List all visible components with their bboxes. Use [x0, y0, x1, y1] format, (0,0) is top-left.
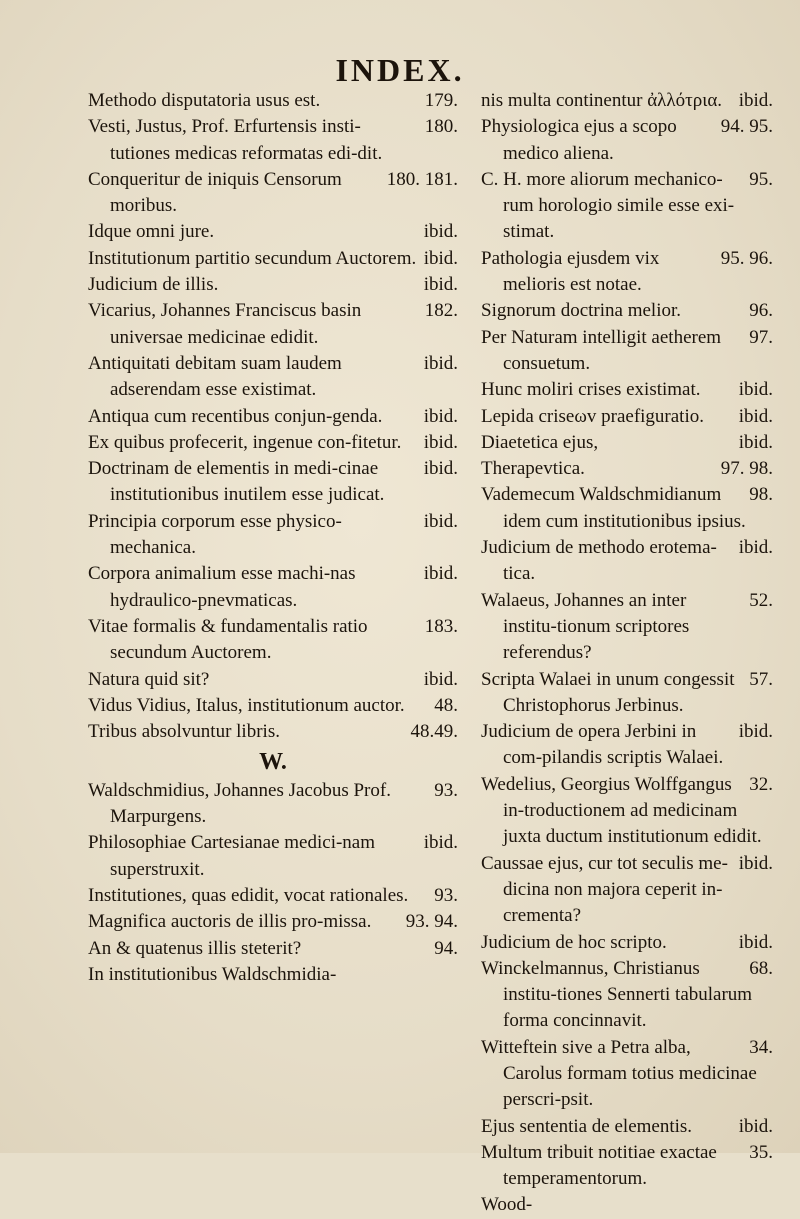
right-entries	[481, 88, 773, 1219]
right-column	[481, 88, 773, 1219]
index-entry	[88, 298, 458, 351]
index-page-ref: 48.49.	[410, 721, 458, 743]
index-entry-text: Vademecum Waldschmidianum idem cum institutionibus ipsius.	[481, 484, 746, 532]
index-entry	[481, 588, 773, 667]
index-entry-text: Corpora animalium esse machi-nas hydraulico-pnevmaticas.	[88, 563, 356, 611]
index-page-ref: 97. 98.	[720, 458, 773, 480]
index-entry-text: Magnifica auctoris de illis pro-missa.	[88, 911, 372, 933]
index-entry	[481, 377, 773, 403]
index-entry	[481, 1192, 773, 1218]
index-page-ref: ibid.	[738, 537, 773, 559]
index-entry-text: In institutionibus Waldschmidia-	[88, 963, 337, 985]
index-entry-text: Vidus Vidius, Italus, institutionum auctor.	[88, 694, 405, 716]
index-page-ref: 68.	[749, 957, 773, 979]
index-entry-text: An & quatenus illis steterit?	[88, 937, 302, 959]
index-page-ref: 183.	[424, 615, 458, 637]
index-page-ref: ibid.	[423, 405, 458, 427]
index-entry-text: Ejus sententia de elementis.	[481, 1115, 693, 1137]
index-entry-text: Doctrinam de elementis in medi-cinae institutionibus inutilem esse judicat.	[88, 458, 385, 506]
index-page-ref: ibid.	[738, 1115, 773, 1137]
index-entry	[481, 956, 773, 1035]
left-entries-w	[88, 778, 458, 988]
index-page-ref: 179.	[424, 90, 458, 111]
index-page-ref: ibid.	[423, 563, 458, 585]
index-entry	[88, 909, 458, 935]
left-column	[88, 88, 458, 988]
index-entry-text: Physiologica ejus a scopo medico aliena.	[481, 116, 677, 164]
index-page-ref: 93.	[434, 779, 458, 801]
index-page-ref: ibid.	[738, 90, 773, 111]
index-entry-text: Winckelmannus, Christianus institu-tiones Sennerti tabularum forma concinnavit.	[481, 957, 753, 1032]
index-entry	[481, 482, 773, 535]
index-entry-text: Lepida criseωv praefiguratio.	[481, 405, 704, 427]
index-entry	[88, 509, 458, 562]
index-entry-text: Wood-	[481, 1194, 533, 1216]
index-entry	[481, 1114, 773, 1140]
index-page-ref: 52.	[749, 589, 773, 611]
index-page-ref: ibid.	[738, 852, 773, 874]
index-entry	[481, 404, 773, 430]
index-entry-text: Conqueritur de iniquis Censorum moribus.	[88, 168, 342, 217]
index-entry	[88, 719, 458, 745]
index-entry-text: Per Naturam intelligit aetherem consuetum.	[481, 326, 722, 374]
section-letter-w: W.	[259, 749, 287, 776]
index-page-ref: 94. 95.	[720, 116, 773, 138]
index-page-ref: ibid.	[423, 247, 458, 269]
index-entry-text: Judicium de hoc scripto.	[481, 931, 667, 953]
index-entry	[481, 1035, 773, 1114]
index-entry-text: Idque omni jure.	[88, 221, 215, 243]
index-entry	[481, 456, 773, 482]
index-page-ref: 93.	[434, 884, 458, 906]
index-page-ref: 48.	[434, 694, 458, 716]
index-entry-text: Hunc moliri crises existimat.	[481, 379, 701, 401]
index-entry-text: Antiqua cum recentibus conjun-genda.	[88, 405, 383, 427]
index-page-ref: 93. 94.	[405, 911, 458, 933]
index-entry	[481, 1140, 773, 1193]
index-entry	[481, 930, 773, 956]
left-entries	[88, 88, 458, 745]
index-entry-text: Therapevtica.	[481, 458, 585, 480]
index-entry	[88, 962, 458, 988]
index-entry-text: Judicium de methodo erotema-tica.	[481, 537, 717, 585]
index-entry	[481, 298, 773, 324]
index-entry	[481, 88, 773, 114]
index-page-ref: 95.	[749, 168, 773, 190]
index-entry	[481, 667, 773, 720]
index-entry	[88, 561, 458, 614]
index-page-ref: ibid.	[738, 721, 773, 743]
index-page-ref: ibid.	[423, 274, 458, 296]
index-entry	[88, 88, 458, 114]
index-page-ref: ibid.	[423, 458, 458, 480]
index-entry-text: Multum tribuit notitiae exactae temperamentorum.	[481, 1141, 717, 1190]
index-entry-text: Pathologia ejusdem vix melioris est notae.	[481, 247, 660, 296]
index-entry-text: Diaetetica ejus,	[481, 431, 599, 453]
index-page-ref: ibid.	[423, 510, 458, 532]
index-entry	[481, 430, 773, 456]
index-page-ref: ibid.	[738, 379, 773, 401]
index-page-ref: 34.	[749, 1036, 773, 1058]
index-entry-text: Wedelius, Georgius Wolffgangus in-troductionem ad medicinam juxta ductum institutionum edidit.	[481, 773, 762, 848]
index-entry	[88, 830, 458, 883]
index-page-ref: 98.	[749, 484, 773, 506]
index-entry-text: Ex quibus profecerit, ingenue con-fitetur.	[88, 431, 402, 453]
index-page-ref: 180. 181.	[386, 168, 458, 190]
index-entry	[481, 114, 773, 167]
index-entry-text: Vesti, Justus, Prof. Erfurtensis insti-tutiones medicas reformatas edi-dit.	[88, 116, 383, 164]
index-entry	[481, 719, 773, 772]
index-entry-text: Waldschmidius, Johannes Jacobus Prof. Marpurgens.	[88, 779, 391, 828]
index-entry-text: nis multa continentur ἀλλότρια.	[481, 90, 723, 111]
page-header: INDEX.	[335, 52, 465, 88]
index-entry-text: Judicium de illis.	[88, 274, 219, 296]
index-page-ref: 182.	[424, 300, 458, 322]
index-entry	[88, 219, 458, 245]
index-page-ref: ibid.	[738, 931, 773, 953]
index-entry-text: Walaeus, Johannes an inter institu-tionum scriptores referendus?	[481, 589, 690, 664]
index-entry-text: Judicium de opera Jerbini in com-pilandis scriptis Walaei.	[481, 721, 724, 769]
index-entry	[88, 667, 458, 693]
index-entry	[481, 851, 773, 930]
index-page-ref: 96.	[749, 300, 773, 322]
index-entry-text: Signorum doctrina melior.	[481, 300, 682, 322]
index-entry	[88, 114, 458, 167]
index-entry-text: Principia corporum esse physico-mechanica.	[88, 510, 342, 559]
index-page-ref: 95. 96.	[720, 247, 773, 269]
index-entry	[88, 246, 458, 272]
index-entry-text: Natura quid sit?	[88, 668, 210, 690]
index-entry-text: Philosophiae Cartesianae medici-nam superstruxit.	[88, 832, 376, 880]
index-entry	[88, 693, 458, 719]
index-entry-text: Vicarius, Johannes Franciscus basin universae medicinae edidit.	[88, 300, 362, 348]
index-entry	[88, 430, 458, 456]
index-page-ref: ibid.	[423, 832, 458, 854]
index-entry-text: Institutionum partitio secundum Auctorem.	[88, 247, 417, 269]
index-entry	[481, 246, 773, 299]
index-page-ref: 97.	[749, 326, 773, 348]
index-entry	[88, 883, 458, 909]
index-page-ref: ibid.	[423, 221, 458, 243]
index-page-ref: 94.	[434, 937, 458, 959]
index-entry	[88, 167, 458, 220]
index-entry	[481, 772, 773, 851]
index-entry-text: Institutiones, quas edidit, vocat rationales.	[88, 884, 409, 906]
index-entry	[88, 456, 458, 509]
index-page-ref: ibid.	[423, 668, 458, 690]
index-entry	[88, 778, 458, 831]
index-entry-text: Methodo disputatoria usus est.	[88, 90, 321, 111]
index-entry-text: Witteftein sive a Petra alba, Carolus formam totius medicinae perscri-psit.	[481, 1036, 757, 1111]
index-entry	[481, 167, 773, 246]
index-page-ref: ibid.	[738, 405, 773, 427]
index-page-ref: ibid.	[738, 431, 773, 453]
index-page-ref: ibid.	[423, 431, 458, 453]
index-page-ref: 35.	[749, 1141, 773, 1163]
index-entry	[88, 936, 458, 962]
index-entry-text: C. H. more aliorum mechanico-rum horologio simile esse exi-stimat.	[481, 168, 735, 243]
index-entry-text: Antiquitati debitam suam laudem adserendam esse existimat.	[88, 352, 342, 401]
index-entry-text: Vitae formalis & fundamentalis ratio secundum Auctorem.	[88, 615, 368, 664]
index-entry	[481, 535, 773, 588]
index-entry	[481, 325, 773, 378]
index-page-ref: 57.	[749, 668, 773, 690]
index-page-ref: ibid.	[423, 352, 458, 374]
index-entry	[88, 614, 458, 667]
index-entry-text: Tribus absolvuntur libris.	[88, 721, 280, 743]
index-page-ref: 32.	[749, 773, 773, 795]
index-page-ref: 180.	[424, 116, 458, 138]
index-entry	[88, 272, 458, 298]
index-entry	[88, 404, 458, 430]
index-entry	[88, 351, 458, 404]
index-entry-text: Scripta Walaei in unum congessit Christophorus Jerbinus.	[481, 668, 735, 716]
index-entry-text: Caussae ejus, cur tot seculis me-dicina non majora ceperit in-crementa?	[481, 852, 728, 927]
